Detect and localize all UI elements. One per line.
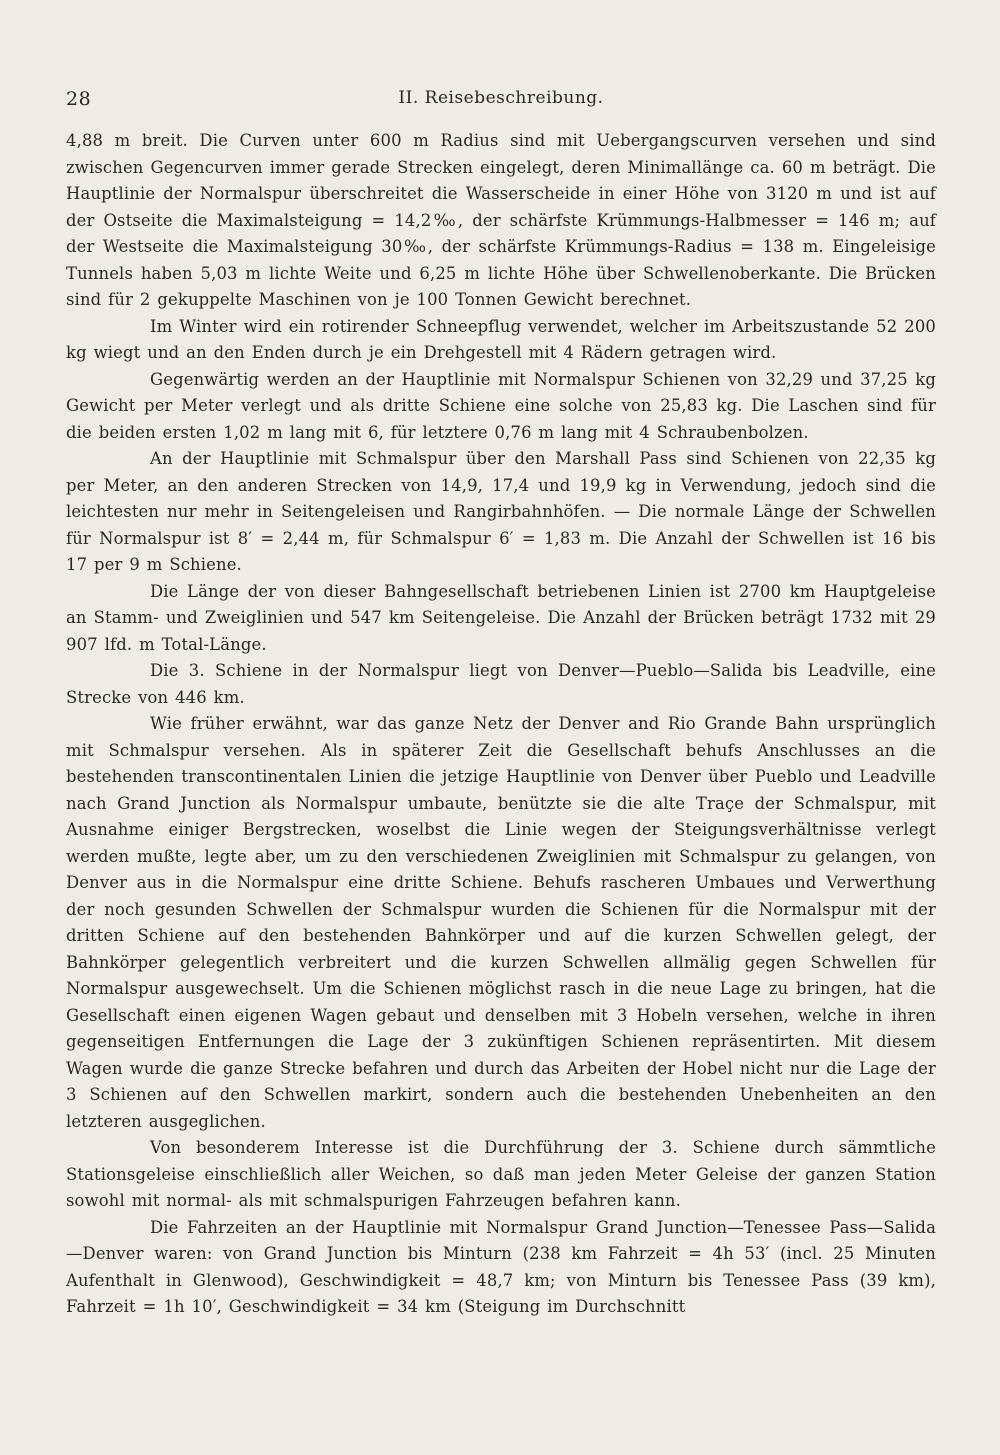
paragraph-rails-standard-gauge: Gegenwärtig werden an der Hauptlinie mit Normalspur Schienen von 32,29 und 37,25 kg Gewicht per Meter verlegt und als dritte Schiene eine solche von 25,83 kg. Die Laschen sind für die beiden ersten 1,02 m lang mit 6, für letztere 0,76 m lang mit 4 Schraubenbolzen. bbox=[66, 369, 936, 442]
paragraph-running-times: Die Fahrzeiten an der Hauptlinie mit Normalspur Grand Junction—Tenessee Pass—Salida—Denver waren: von Grand Junction bis Minturn (238 km Fahrzeit = 4h 53′ (incl. 25 Minuten Aufenthalt in Glenwood), Geschwindigkeit = 48,7 km; von Minturn bis Tenessee Pass (39 km), Fahrzeit = 1h 10′, Geschwindigkeit = 34 km (Steigung im Durchschnitt bbox=[66, 1217, 936, 1316]
paragraph-network-length: Die Länge der von dieser Bahngesellschaft betriebenen Linien ist 2700 km Hauptgeleise an Stamm- und Zweiglinien und 547 km Seitengeleise. Die Anzahl der Brücken beträgt 1732 mit 29 907 lfd. m Total-Länge. bbox=[66, 581, 936, 654]
paragraph-third-rail: Die 3. Schiene in der Normalspur liegt von Denver—Pueblo—Salida bis Leadville, eine Strecke von 446 km. bbox=[66, 661, 936, 707]
body-text bbox=[66, 128, 936, 1321]
page-header bbox=[66, 88, 936, 116]
paragraph-rails-narrow-gauge: An der Hauptlinie mit Schmalspur über den Marshall Pass sind Schienen von 22,35 kg per Meter, an den anderen Strecken von 14,9, 17,4 und 19,9 kg in Verwendung, jedoch sind die leichtesten nur mehr in Seitengeleisen und Rangirbahnhöfen. — Die normale Länge der Schwellen für Normalspur ist 8′ = 2,44 m, für Schmalspur 6′ = 1,83 m. Die Anzahl der Schwellen ist 16 bis 17 per 9 m Schiene. bbox=[66, 449, 936, 574]
running-head: II. Reisebeschreibung. bbox=[398, 88, 604, 108]
paragraph-station-tracks: Von besonderem Interesse ist die Durchführung der 3. Schiene durch sämmtliche Stationsgeleise einschließlich aller Weichen, so daß man jeden Meter Geleise der ganzen Station sowohl mit normal- als mit schmalspurigen Fahrzeugen befahren kann. bbox=[66, 1138, 936, 1210]
paragraph-curves-and-gradients: 4,88 m breit. Die Curven unter 600 m Radius sind mit Uebergangscurven versehen und sind zwischen Gegencurven immer gerade Strecken eingelegt, deren Minimallänge ca. 60 m beträgt. Die Hauptlinie der Normalspur überschreitet die Wasserscheide in einer Höhe von 3120 m und ist auf der Ostseite die Maximalsteigung = 14,2‰, der schärfste Krümmungs-Halbmesser = 146 m; auf der Westseite die Maximalsteigung 30‰, der schärfste Krümmungs-Radius = 138 m. Eingeleisige Tunnels haben 5,03 m lichte Weite und 6,25 m lichte Höhe über Schwellenoberkante. Die Brücken sind für 2 gekuppelte Maschinen von je 100 Tonnen Gewicht berechnet. bbox=[66, 131, 936, 309]
paragraph-gauge-conversion: Wie früher erwähnt, war das ganze Netz der Denver and Rio Grande Bahn ursprünglich mit Schmalspur versehen. Als in späterer Zeit die Gesellschaft behufs Anschlusses an die bestehenden transcontinentalen Linien die jetzige Hauptlinie von Denver über Pueblo und Leadville nach Grand Junction als Normalspur umbaute, benützte sie die alte Traçe der Schmalspur, mit Ausnahme einiger Bergstrecken, woselbst die Linie wegen der Steigungsverhältnisse verlegt werden mußte, legte aber, um zu den verschiedenen Zweiglinien mit Schmalspur zu gelangen, von Denver aus in die Normalspur eine dritte Schiene. Behufs rascheren Umbaues und Verwerthung der noch gesunden Schwellen der Schmalspur wurden die Schienen für die Normalspur mit der dritten Schiene auf den bestehenden Bahnkörper und auf die kurzen Schwellen gelegt, der Bahnkörper gelegentlich verbreitert und die kurzen Schwellen allmälig gegen Schwellen für Normalspur ausgewechselt. Um die Schienen möglichst rasch in die neue Lage zu bringen, hat die Gesellschaft einen eigenen Wagen gebaut und denselben mit 3 Hobeln versehen, welche in ihren gegenseitigen Entfernungen die Lage der 3 zukünftigen Schienen repräsentirten. Mit diesem Wagen wurde die ganze Strecke befahren und durch das Arbeiten der Hobel nicht nur die Lage der 3 Schienen auf den Schwellen markirt, sondern auch die bestehenden Unebenheiten an den letzteren ausgeglichen. bbox=[66, 714, 936, 1131]
paragraph-snow-plough: Im Winter wird ein rotirender Schneepflug verwendet, welcher im Arbeitszustande 52 200 kg wiegt und an den Enden durch je ein Drehgestell mit 4 Rädern getragen wird. bbox=[66, 316, 936, 362]
page-number: 28 bbox=[66, 88, 92, 110]
